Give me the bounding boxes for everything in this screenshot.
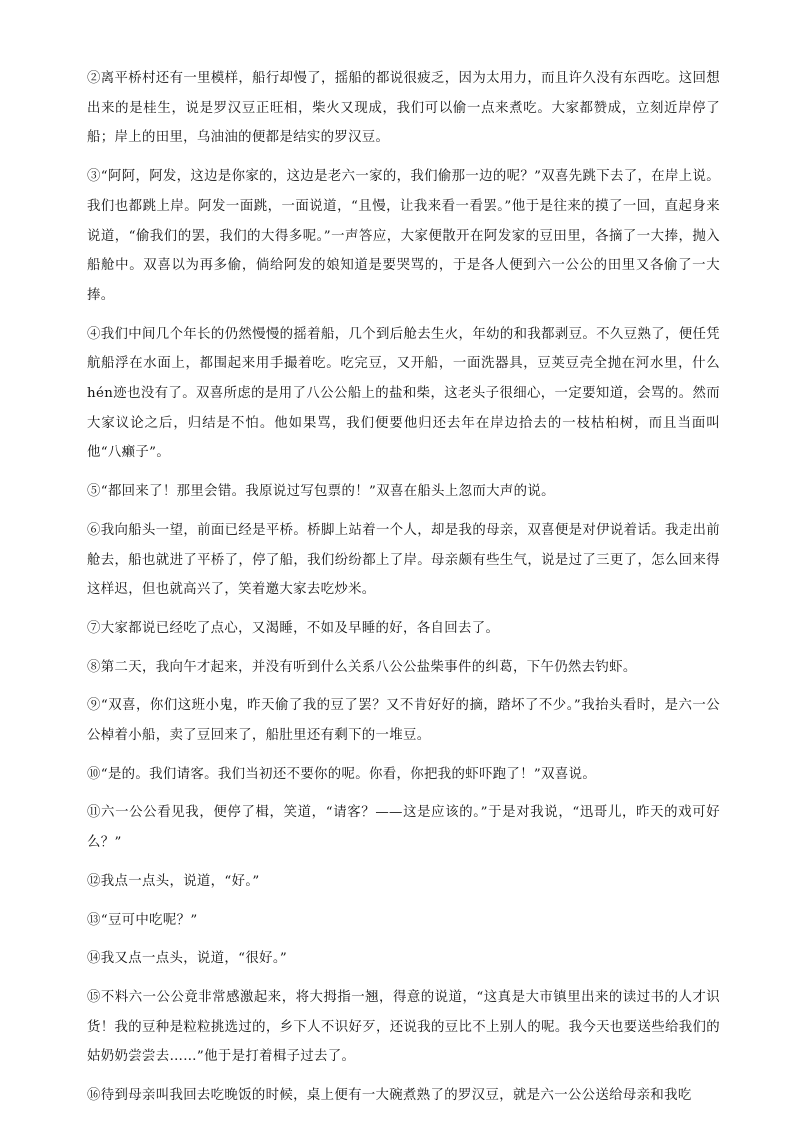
paragraph-text: 第二天，我向午才起来，并没有听到什么关系八公公盐柴事件的纠葛，下午仍然去钓虾。 <box>100 659 637 675</box>
paragraph-text: “双喜，你们这班小鬼，昨天偷了我的豆了罢？又不肯好好的摘，踏坏了不少。”我抬头看时，是六一公公棹着小船，卖了豆回来了，船肚里还有剩下的一堆豆。 <box>87 698 720 744</box>
paragraph-6 <box>87 516 720 605</box>
paragraph-13 <box>87 906 720 936</box>
paragraph-number: ④ <box>87 326 101 342</box>
paragraph-11 <box>87 798 720 857</box>
paragraph-16 <box>87 1081 720 1111</box>
paragraph-10 <box>87 760 720 790</box>
paragraph-number: ⑭ <box>87 951 101 967</box>
paragraph-text: “都回来了！那里会错。我原说过写包票的！”双喜在船头上忽而大声的说。 <box>100 484 555 500</box>
paragraph-number: ⑬ <box>87 912 101 928</box>
paragraph-number: ⑯ <box>87 1088 101 1104</box>
paragraph-15 <box>87 983 720 1072</box>
paragraph-number: ⑧ <box>87 659 101 675</box>
paragraph-text: “阿阿，阿发，这边是你家的，这边是老六一家的，我们偷那一边的呢？”双喜先跳下去了，在岸上说。我们也都跳上岸。阿发一面跳，一面说道，“且慢，让我来看一看罢。”他于是往来的摸了一回，直起身来说道，“偷我们的罢，我们的大得多呢。”一声答应，大家便散开在阿发家的豆田里，各摘了一大捧，抛入船舱中。双喜以为再多偷，倘给阿发的娘知道是要哭骂的，于是各人便到六一公公的田里又各偷了一大捧。 <box>87 169 720 303</box>
paragraph-text: 我又点一点头，说道，“很好。” <box>100 951 288 967</box>
paragraph-number: ② <box>87 71 101 86</box>
paragraph-2 <box>87 64 720 153</box>
paragraph-3 <box>87 162 720 311</box>
paragraph-text: “豆可中吃呢？” <box>100 912 198 928</box>
paragraph-number: ⑨ <box>87 698 101 714</box>
paragraph-text: 大家都说已经吃了点心，又渴睡，不如及早睡的好，各自回去了。 <box>100 620 500 636</box>
paragraph-text: 离平桥村还有一里模样，船行却慢了，摇船的都说很疲乏，因为太用力，而且许久没有东西吃。这回想出来的是桂生，说是罗汉豆正旺相，柴火又现成，我们可以偷一点来煮吃。大家都赞成，立刻近岸停了船；岸上的田里，乌油油的便都是结实的罗汉豆。 <box>87 71 720 146</box>
paragraph-number: ⑪ <box>87 805 102 821</box>
paragraph-7 <box>87 614 720 644</box>
paragraph-14 <box>87 944 720 974</box>
paragraph-number: ⑩ <box>87 766 101 782</box>
paragraph-text: 我们中间几个年长的仍然慢慢的摇着船，几个到后舱去生火，年幼的和我都剥豆。不久豆熟了，便任凭航船浮在水面上，都围起来用手撮着吃。吃完豆，又开船，一面洗器具，豆荚豆壳全抛在河水里，什么hén迹也没有了。双喜所虑的是用了八公公船上的盐和柴，这老头子很细心，一定要知道，会骂的。然而大家议论之后，归结是不怕。他如果骂，我们便要他归还去年在岸边拾去的一枝枯桕树，而且当面叫他“八癞子”。 <box>87 326 720 461</box>
paragraph-number: ⑮ <box>87 989 101 1005</box>
paragraph-text: 待到母亲叫我回去吃晚饭的时候，桌上便有一大碗煮熟了的罗汉豆，就是六一公公送给母亲和我吃 <box>100 1088 692 1104</box>
paragraph-4 <box>87 320 720 469</box>
paragraph-number: ⑦ <box>87 620 101 636</box>
paragraph-text: “是的。我们请客。我们当初还不要你的呢。你看，你把我的虾吓跑了！”双喜说。 <box>100 766 597 782</box>
paragraph-9 <box>87 691 720 750</box>
paragraph-number: ⑫ <box>87 873 101 889</box>
paragraph-text: 不料六一公公竟非常感激起来，将大拇指一翘，得意的说道，“这真是大市镇里出来的读过书的人才识货！我的豆种是粒粒挑选过的，乡下人不识好歹，还说我的豆比不上别人的呢。我今天也要送些给我们的姑奶奶尝尝去……”他于是打着楫子过去了。 <box>87 989 721 1065</box>
text-body <box>87 64 720 1120</box>
paragraph-number: ⑤ <box>87 484 101 500</box>
paragraph-text: 我向船头一望，前面已经是平桥。桥脚上站着一个人，却是我的母亲，双喜便是对伊说着话。我走出前舱去，船也就进了平桥了，停了船，我们纷纷都上了岸。母亲颇有些生气，说是过了三更了，怎么回来得这样迟，但也就高兴了，笑着邀大家去吃炒米。 <box>87 522 720 598</box>
paragraph-12 <box>87 867 720 897</box>
paragraph-number: ⑥ <box>87 522 101 538</box>
paragraph-text: 我点一点头，说道，“好。” <box>100 873 260 889</box>
paragraph-text: 六一公公看见我，便停了楫，笑道，“请客？——这是应该的。”于是对我说，“迅哥儿，昨天的戏可好么？” <box>87 805 720 851</box>
paragraph-8 <box>87 653 720 683</box>
paragraph-number: ③ <box>87 169 101 185</box>
paragraph-5 <box>87 477 720 507</box>
